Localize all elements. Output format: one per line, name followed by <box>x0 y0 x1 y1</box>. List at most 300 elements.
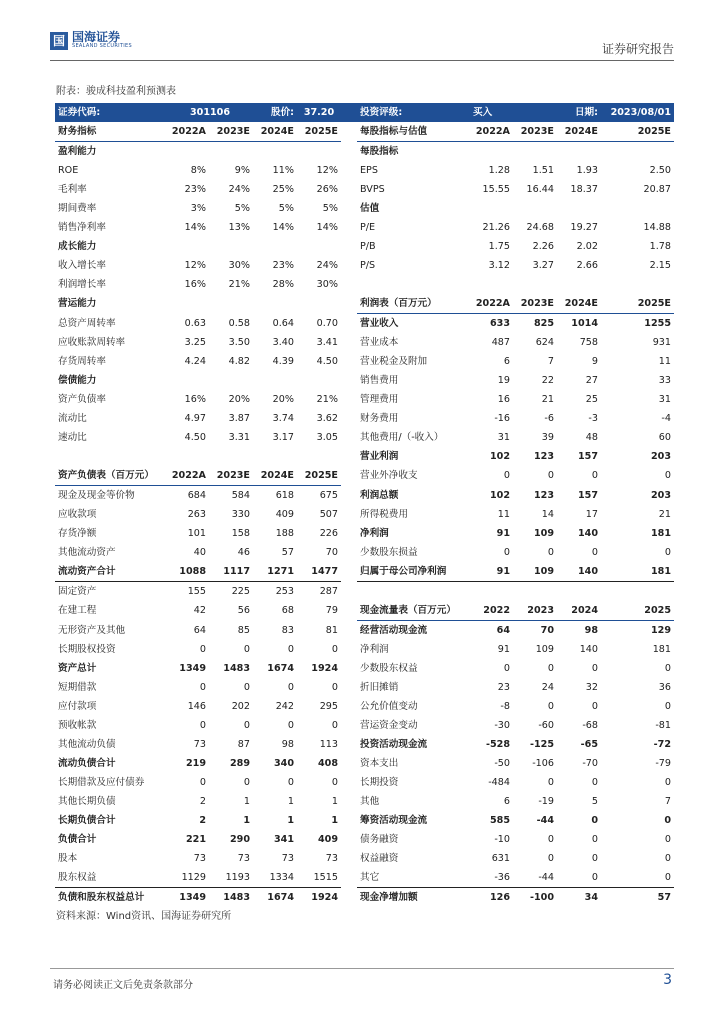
right-label-cell: 折旧摊销 <box>360 682 399 693</box>
left-value-cell: 155 <box>187 586 206 597</box>
right-value-cell: 2022A <box>470 122 513 142</box>
left-label-cell: 存货净额 <box>58 528 97 539</box>
table-row <box>55 275 674 294</box>
right-value-cell: 31 <box>658 394 671 405</box>
left-label-cell: 负债合计 <box>58 834 97 845</box>
right-value-cell: -125 <box>529 739 554 750</box>
right-value-cell: 0 <box>591 547 598 558</box>
right-value-cell: 0 <box>547 547 554 558</box>
right-value-cell: 5 <box>591 796 598 807</box>
right-value-cell: 17 <box>585 509 598 520</box>
left-value-cell: 684 <box>187 490 206 501</box>
date-value: 2023/08/01 <box>601 103 674 122</box>
right-value-cell: 102 <box>489 489 510 501</box>
left-value-cell: 14% <box>184 222 206 233</box>
forecast-table <box>55 103 674 907</box>
left-value-cell: 253 <box>275 586 294 597</box>
price-value: 37.20 <box>297 103 341 122</box>
right-value-cell: 140 <box>557 562 601 582</box>
right-value-cell: 0 <box>591 834 598 845</box>
right-value-cell: 14.88 <box>643 222 671 233</box>
right-label-cell: 营业税金及附加 <box>360 356 428 367</box>
right-value-cell: 6 <box>503 356 510 367</box>
right-value-cell <box>470 142 513 162</box>
right-value-cell: -44 <box>513 868 557 888</box>
left-value-cell: 1349 <box>179 892 206 903</box>
left-value-cell: 221 <box>185 834 206 845</box>
right-value-cell: 0 <box>664 547 671 558</box>
left-value-cell <box>209 447 253 466</box>
right-value-cell: 15.55 <box>482 184 510 195</box>
right-value-cell: 109 <box>513 562 557 582</box>
right-value-cell: 2025 <box>601 601 674 621</box>
left-value-cell <box>297 294 341 314</box>
right-value-cell <box>557 275 601 294</box>
left-value-cell: 101 <box>187 528 206 539</box>
left-value-cell: 24% <box>316 260 338 271</box>
left-label-cell: 存货周转率 <box>58 356 106 367</box>
left-value-cell: 1483 <box>223 892 250 903</box>
table-row <box>55 601 674 621</box>
left-value-cell: 0 <box>287 720 294 731</box>
table-row <box>55 371 674 390</box>
right-value-cell: 48 <box>585 432 598 443</box>
logo-icon: 国 <box>50 32 68 50</box>
right-value-cell: 0 <box>547 853 554 864</box>
left-value-cell: 0.58 <box>228 317 250 329</box>
right-value-cell: 1.75 <box>488 241 510 252</box>
left-value-cell: 46 <box>237 547 250 558</box>
right-value-cell: 0 <box>547 663 554 674</box>
table-row <box>55 237 674 256</box>
right-value-cell: 31 <box>497 432 510 443</box>
right-value-cell <box>601 142 674 162</box>
left-value-cell: 83 <box>281 624 294 636</box>
right-value-cell: 0 <box>547 834 554 845</box>
right-value-cell: 14 <box>541 509 554 520</box>
left-value-cell: 12% <box>316 165 338 176</box>
right-label-cell: 少数股东权益 <box>360 663 418 674</box>
right-value-cell: 36 <box>658 682 671 693</box>
left-label-cell: ROE <box>58 165 79 176</box>
left-value-cell: 73 <box>281 853 294 864</box>
right-value-cell: 1.28 <box>488 165 510 176</box>
left-value-cell: 30% <box>316 279 338 290</box>
table-row <box>55 868 674 888</box>
left-value-cell <box>297 142 341 162</box>
left-value-cell: 5% <box>234 203 250 214</box>
left-value-cell: 0 <box>243 682 250 693</box>
right-value-cell: 0 <box>591 701 598 712</box>
left-label-cell: 速动比 <box>58 432 87 443</box>
left-label-cell: 成长能力 <box>58 241 97 252</box>
left-value-cell: 16% <box>184 279 206 290</box>
left-value-cell: 4.97 <box>184 413 206 424</box>
right-value-cell <box>601 275 674 294</box>
left-label-cell: 营运能力 <box>58 298 97 310</box>
table-row <box>55 562 674 582</box>
right-value-cell: -100 <box>529 892 554 903</box>
page-number: 3 <box>663 972 672 988</box>
right-value-cell: 32 <box>585 682 598 693</box>
right-value-cell: -484 <box>488 777 510 788</box>
right-value-cell: 2025E <box>601 122 674 142</box>
right-value-cell: 0 <box>503 470 510 482</box>
right-value-cell <box>513 275 557 294</box>
left-value-cell: 26% <box>316 184 338 195</box>
right-label-cell: 营业收入 <box>360 318 399 329</box>
right-label-cell: 少数股东损益 <box>360 547 418 558</box>
right-value-cell: 19.27 <box>570 222 598 233</box>
left-value-cell: 0.70 <box>316 317 338 329</box>
table-row <box>55 678 674 697</box>
left-value-cell: 28% <box>272 279 294 290</box>
table-row <box>55 792 674 811</box>
left-value-cell: 1 <box>243 815 250 826</box>
left-label-cell: 收入增长率 <box>58 260 106 271</box>
right-value-cell: 57 <box>657 892 671 903</box>
left-value-cell: 0 <box>331 682 338 693</box>
left-value-cell: 2024E <box>253 466 297 486</box>
left-label-cell: 销售净利率 <box>58 222 106 233</box>
left-value-cell: 3.87 <box>228 413 250 424</box>
right-value-cell: 0 <box>503 663 510 674</box>
left-value-cell: 226 <box>319 528 338 539</box>
right-value-cell: 0 <box>664 470 671 482</box>
right-value-cell: -70 <box>582 758 598 769</box>
table-row <box>55 409 674 428</box>
right-label-cell: P/E <box>360 222 376 233</box>
left-value-cell: 1088 <box>167 562 209 582</box>
left-value-cell <box>253 371 297 390</box>
left-value-cell: 618 <box>275 490 294 501</box>
left-value-cell: 409 <box>275 509 294 520</box>
left-label-cell: 偿债能力 <box>58 375 97 386</box>
header-divider <box>50 60 674 61</box>
left-value-cell: 81 <box>325 624 338 636</box>
left-value-cell: 73 <box>193 853 206 864</box>
right-value-cell: 758 <box>579 337 598 348</box>
left-value-cell: 0.64 <box>272 317 294 329</box>
right-label-cell: 筹资活动现金流 <box>360 815 428 826</box>
left-value-cell: 113 <box>319 739 338 750</box>
right-value-cell: -4 <box>661 413 671 424</box>
left-label-cell: 应收款项 <box>58 509 97 520</box>
left-value-cell: 3.50 <box>228 337 250 348</box>
footer-divider <box>50 968 674 969</box>
right-value-cell: 22 <box>541 375 554 386</box>
right-value-cell: -8 <box>500 701 510 712</box>
left-value-cell: 4.82 <box>228 356 250 367</box>
right-value-cell: 91 <box>497 644 510 655</box>
right-label-cell: BVPS <box>360 184 385 195</box>
right-value-cell: 109 <box>535 644 554 655</box>
left-value-cell: 3.74 <box>272 413 294 424</box>
left-value-cell: 0 <box>243 644 250 655</box>
left-value-cell: 3.41 <box>316 337 338 348</box>
left-label-cell: 流动负债合计 <box>58 758 116 769</box>
table-row <box>55 333 674 352</box>
right-value-cell: 157 <box>577 451 598 462</box>
left-value-cell: 1 <box>331 815 338 826</box>
right-label-cell: 归属于母公司净利润 <box>357 562 470 582</box>
table-row <box>55 735 674 754</box>
table-row <box>55 142 674 162</box>
right-label-cell: 利润总额 <box>360 489 399 501</box>
left-value-cell: 5% <box>278 203 294 214</box>
table-row <box>55 256 674 275</box>
left-value-cell <box>253 294 297 314</box>
right-value-cell: 21 <box>541 394 554 405</box>
right-label-cell: 营运资金变动 <box>360 720 418 731</box>
right-value-cell: 60 <box>658 432 671 443</box>
left-value-cell: 1924 <box>311 663 338 674</box>
table-row <box>55 161 674 180</box>
left-value-cell: 68 <box>281 605 294 617</box>
left-value-cell: 4.50 <box>316 356 338 367</box>
left-value-cell: 20% <box>272 394 294 405</box>
right-label-cell: 权益融资 <box>360 853 399 864</box>
left-value-cell: 2 <box>199 796 206 807</box>
right-value-cell: -6 <box>544 413 554 424</box>
left-label-cell: 资产总计 <box>58 663 97 674</box>
table-row <box>55 849 674 868</box>
left-value-cell: 42 <box>193 605 206 617</box>
left-value-cell: 0 <box>199 682 206 693</box>
left-value-cell: 0 <box>287 644 294 655</box>
right-value-cell: 19 <box>497 375 510 386</box>
left-value-cell: 341 <box>273 834 294 845</box>
right-value-cell: 2023 <box>513 601 557 621</box>
right-value-cell: 0 <box>591 663 598 674</box>
right-value-cell: 2.15 <box>649 260 671 271</box>
price-label: 股价: <box>253 103 297 122</box>
right-value-cell: 64 <box>496 625 510 636</box>
right-label-cell: 公允价值变动 <box>360 701 418 712</box>
left-value-cell: 225 <box>231 586 250 597</box>
table-row <box>55 505 674 524</box>
right-label-cell: 管理费用 <box>360 394 399 405</box>
left-value-cell: 146 <box>187 701 206 712</box>
left-value-cell: 290 <box>229 834 250 845</box>
table-row <box>55 122 674 142</box>
left-value-cell: 14% <box>316 222 338 233</box>
left-value-cell: 98 <box>281 739 294 750</box>
left-value-cell: 79 <box>325 605 338 617</box>
left-value-cell: 0 <box>243 777 250 788</box>
left-value-cell <box>209 237 253 256</box>
right-label-cell: P/B <box>360 241 376 252</box>
left-value-cell: 9% <box>234 165 250 176</box>
left-value-cell: 330 <box>231 509 250 520</box>
left-value-cell: 0 <box>331 720 338 731</box>
left-value-cell: 70 <box>325 547 338 558</box>
right-value-cell: 2024E <box>557 122 601 142</box>
left-value-cell: 21% <box>228 279 250 290</box>
right-value-cell: 0 <box>591 853 598 864</box>
left-value-cell: 202 <box>231 701 250 712</box>
right-value-cell <box>470 199 513 218</box>
left-value-cell: 57 <box>281 547 294 558</box>
right-value-cell: 16.44 <box>526 184 554 195</box>
left-value-cell <box>209 142 253 162</box>
table-row <box>55 640 674 659</box>
right-value-cell: 25 <box>585 394 598 405</box>
logo-cn: 国海证券 <box>72 30 121 44</box>
right-value-cell: 123 <box>533 451 554 462</box>
left-label-cell: 预收帐款 <box>58 720 97 731</box>
left-value-cell: 1515 <box>297 868 341 888</box>
left-value-cell: 25% <box>272 184 294 195</box>
rating-label: 投资评级: <box>357 103 470 122</box>
left-value-cell: 0.63 <box>184 317 206 329</box>
table-row <box>55 543 674 562</box>
left-value-cell: 289 <box>229 758 250 769</box>
left-label-cell: 应收账款周转率 <box>58 337 126 348</box>
right-value-cell <box>557 582 601 602</box>
right-value-cell: 0 <box>664 701 671 712</box>
left-label-cell: 盈利能力 <box>58 146 97 157</box>
left-value-cell: 20% <box>228 394 250 405</box>
right-value-cell: 126 <box>489 892 510 903</box>
right-value-cell: 203 <box>650 489 671 501</box>
table-row <box>55 754 674 773</box>
right-value-cell: 1.93 <box>576 165 598 176</box>
left-value-cell: 0 <box>243 720 250 731</box>
left-label-cell <box>55 447 167 466</box>
right-label-cell: 现金流量表（百万元） <box>357 601 470 621</box>
left-value-cell <box>297 237 341 256</box>
right-value-cell: -16 <box>494 413 510 424</box>
left-label-cell: 在建工程 <box>58 605 97 617</box>
right-value-cell: 0 <box>547 701 554 712</box>
left-value-cell: 1349 <box>179 663 206 674</box>
right-value-cell: 3.27 <box>532 260 554 271</box>
right-value-cell: 0 <box>547 777 554 788</box>
right-value-cell: 7 <box>547 356 554 367</box>
left-value-cell: 340 <box>273 758 294 769</box>
right-value-cell: 20.87 <box>643 184 671 195</box>
left-value-cell: 295 <box>319 701 338 712</box>
right-value-cell: 624 <box>535 337 554 348</box>
right-value-cell: 631 <box>491 853 510 864</box>
left-value-cell: 675 <box>319 490 338 501</box>
left-value-cell: 3.62 <box>316 413 338 424</box>
table-caption: 附表：骏成科技盈利预测表 <box>56 86 176 97</box>
right-value-cell: -44 <box>536 815 554 826</box>
code-label: 证券代码: <box>55 103 167 122</box>
left-label-cell: 负债和股东权益总计 <box>58 892 145 903</box>
right-label-cell: P/S <box>360 260 376 271</box>
left-value-cell: 13% <box>228 222 250 233</box>
right-label-cell: 营业成本 <box>360 337 399 348</box>
table-row <box>55 314 674 334</box>
right-value-cell: 181 <box>650 528 671 539</box>
table-row <box>55 582 674 602</box>
right-value-cell: 2.50 <box>649 165 671 176</box>
table-row <box>55 294 674 314</box>
table-row <box>55 486 674 506</box>
source-note: 资料来源：Wind资讯、国海证券研究所 <box>56 911 232 922</box>
left-value-cell: 23% <box>272 260 294 271</box>
left-value-cell <box>167 237 209 256</box>
right-value-cell: 102 <box>489 451 510 462</box>
table-row <box>55 352 674 371</box>
right-label-cell: 其他费用/（-收入） <box>360 432 444 443</box>
right-value-cell: 2023E <box>513 122 557 142</box>
right-label-cell: 每股指标与估值 <box>357 122 470 142</box>
rating-value: 买入 <box>470 103 513 122</box>
left-value-cell: 3.31 <box>228 432 250 443</box>
right-value-cell: -106 <box>532 758 554 769</box>
left-label-cell: 长期负债合计 <box>58 815 116 826</box>
right-value-cell: 0 <box>664 663 671 674</box>
right-value-cell: -10 <box>494 834 510 845</box>
left-label-cell: 其他流动负债 <box>58 739 116 750</box>
left-value-cell: 0 <box>199 720 206 731</box>
left-value-cell: 0 <box>287 777 294 788</box>
info-bar <box>55 103 674 122</box>
left-value-cell: 2024E <box>253 122 297 142</box>
left-value-cell: 1674 <box>267 663 294 674</box>
left-label-cell: 流动资产合计 <box>55 562 167 582</box>
left-value-cell: 14% <box>272 222 294 233</box>
left-value-cell: 1924 <box>311 892 338 903</box>
table-row <box>55 888 674 908</box>
right-value-cell <box>470 582 513 602</box>
right-value-cell: 3.12 <box>488 260 510 271</box>
left-value-cell: 1117 <box>209 562 253 582</box>
right-value-cell: 140 <box>579 644 598 655</box>
right-label-cell: 所得税费用 <box>360 509 408 520</box>
right-value-cell: 33 <box>658 375 671 386</box>
left-label-cell: 其他流动资产 <box>58 547 116 558</box>
left-value-cell: 242 <box>275 701 294 712</box>
table-row <box>55 447 674 466</box>
right-value-cell: 0 <box>503 547 510 558</box>
right-value-cell: 0 <box>664 853 671 864</box>
left-value-cell <box>167 371 209 390</box>
table-row <box>55 773 674 792</box>
right-label-cell: 现金净增加额 <box>360 892 418 903</box>
right-value-cell: 7 <box>664 796 671 807</box>
left-value-cell: 158 <box>231 528 250 539</box>
company-logo <box>50 31 132 50</box>
right-value-cell: -68 <box>582 720 598 731</box>
right-value-cell: 129 <box>650 625 671 636</box>
right-label-cell: 投资活动现金流 <box>360 739 428 750</box>
right-value-cell: 2.02 <box>576 241 598 252</box>
right-value-cell: 16 <box>497 394 510 405</box>
right-value-cell: 203 <box>650 451 671 462</box>
right-value-cell: -72 <box>653 739 671 750</box>
right-value-cell: -65 <box>580 739 598 750</box>
right-value-cell <box>557 199 601 218</box>
left-value-cell: 1477 <box>297 562 341 582</box>
left-value-cell: 0 <box>331 777 338 788</box>
left-label-cell: 利润增长率 <box>58 279 106 290</box>
right-value-cell: 2025E <box>601 294 674 314</box>
left-value-cell <box>167 294 209 314</box>
table-row <box>55 180 674 199</box>
left-value-cell: 1193 <box>209 868 253 888</box>
right-value-cell: 0 <box>664 777 671 788</box>
table-row <box>55 697 674 716</box>
right-value-cell: 6 <box>503 796 510 807</box>
left-label-cell: 期间费率 <box>58 203 97 214</box>
left-value-cell: 2025E <box>297 466 341 486</box>
left-label-cell: 财务指标 <box>55 122 167 142</box>
